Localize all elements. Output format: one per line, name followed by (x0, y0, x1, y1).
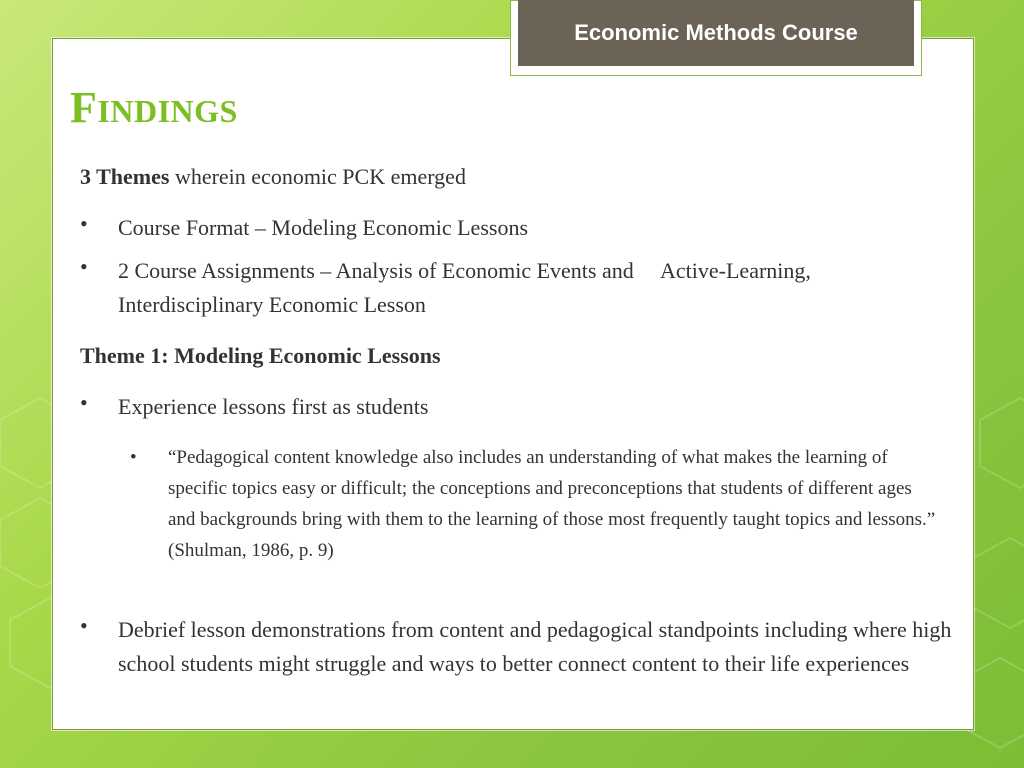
sub-bullet-marker: • (130, 447, 137, 468)
title-rest: INDINGS (97, 93, 238, 129)
slide-title (70, 82, 238, 133)
intro-line (80, 160, 466, 194)
intro-rest: wherein economic PCK emerged (169, 164, 466, 189)
theme-heading: Theme 1: Modeling Economic Lessons (80, 343, 441, 368)
title-first-letter: F (70, 83, 98, 132)
bullet-marker: • (80, 390, 88, 415)
bullet-assignments: 2 Course Assignments – Analysis of Economic Events and Active-Learning, Interdisciplinary Economic Lesson (118, 258, 817, 317)
course-tag-label: Economic Methods Course (574, 20, 858, 45)
bullet-marker: • (80, 254, 88, 279)
bullet-experience: Experience lessons first as students (118, 394, 429, 419)
shulman-quote: “Pedagogical content knowledge also includes an understanding of what makes the learning of specific topics easy or difficult; the conceptions and preconceptions that students of different ages and backgrounds bring with them to the learning of those most frequently taught topics and lessons.” (Shulman, 1986, p. 9) (168, 447, 936, 561)
course-tag (518, 0, 914, 66)
bullet-marker: • (80, 613, 88, 638)
bullet-debrief: Debrief lesson demonstrations from content and pedagogical standpoints including where high school students might struggle and ways to better connect content to their life experiences (118, 617, 952, 676)
bullet-course-format: Course Format – Modeling Economic Lessons (118, 215, 529, 240)
bullet-marker: • (80, 211, 88, 236)
intro-bold: 3 Themes (80, 164, 170, 189)
